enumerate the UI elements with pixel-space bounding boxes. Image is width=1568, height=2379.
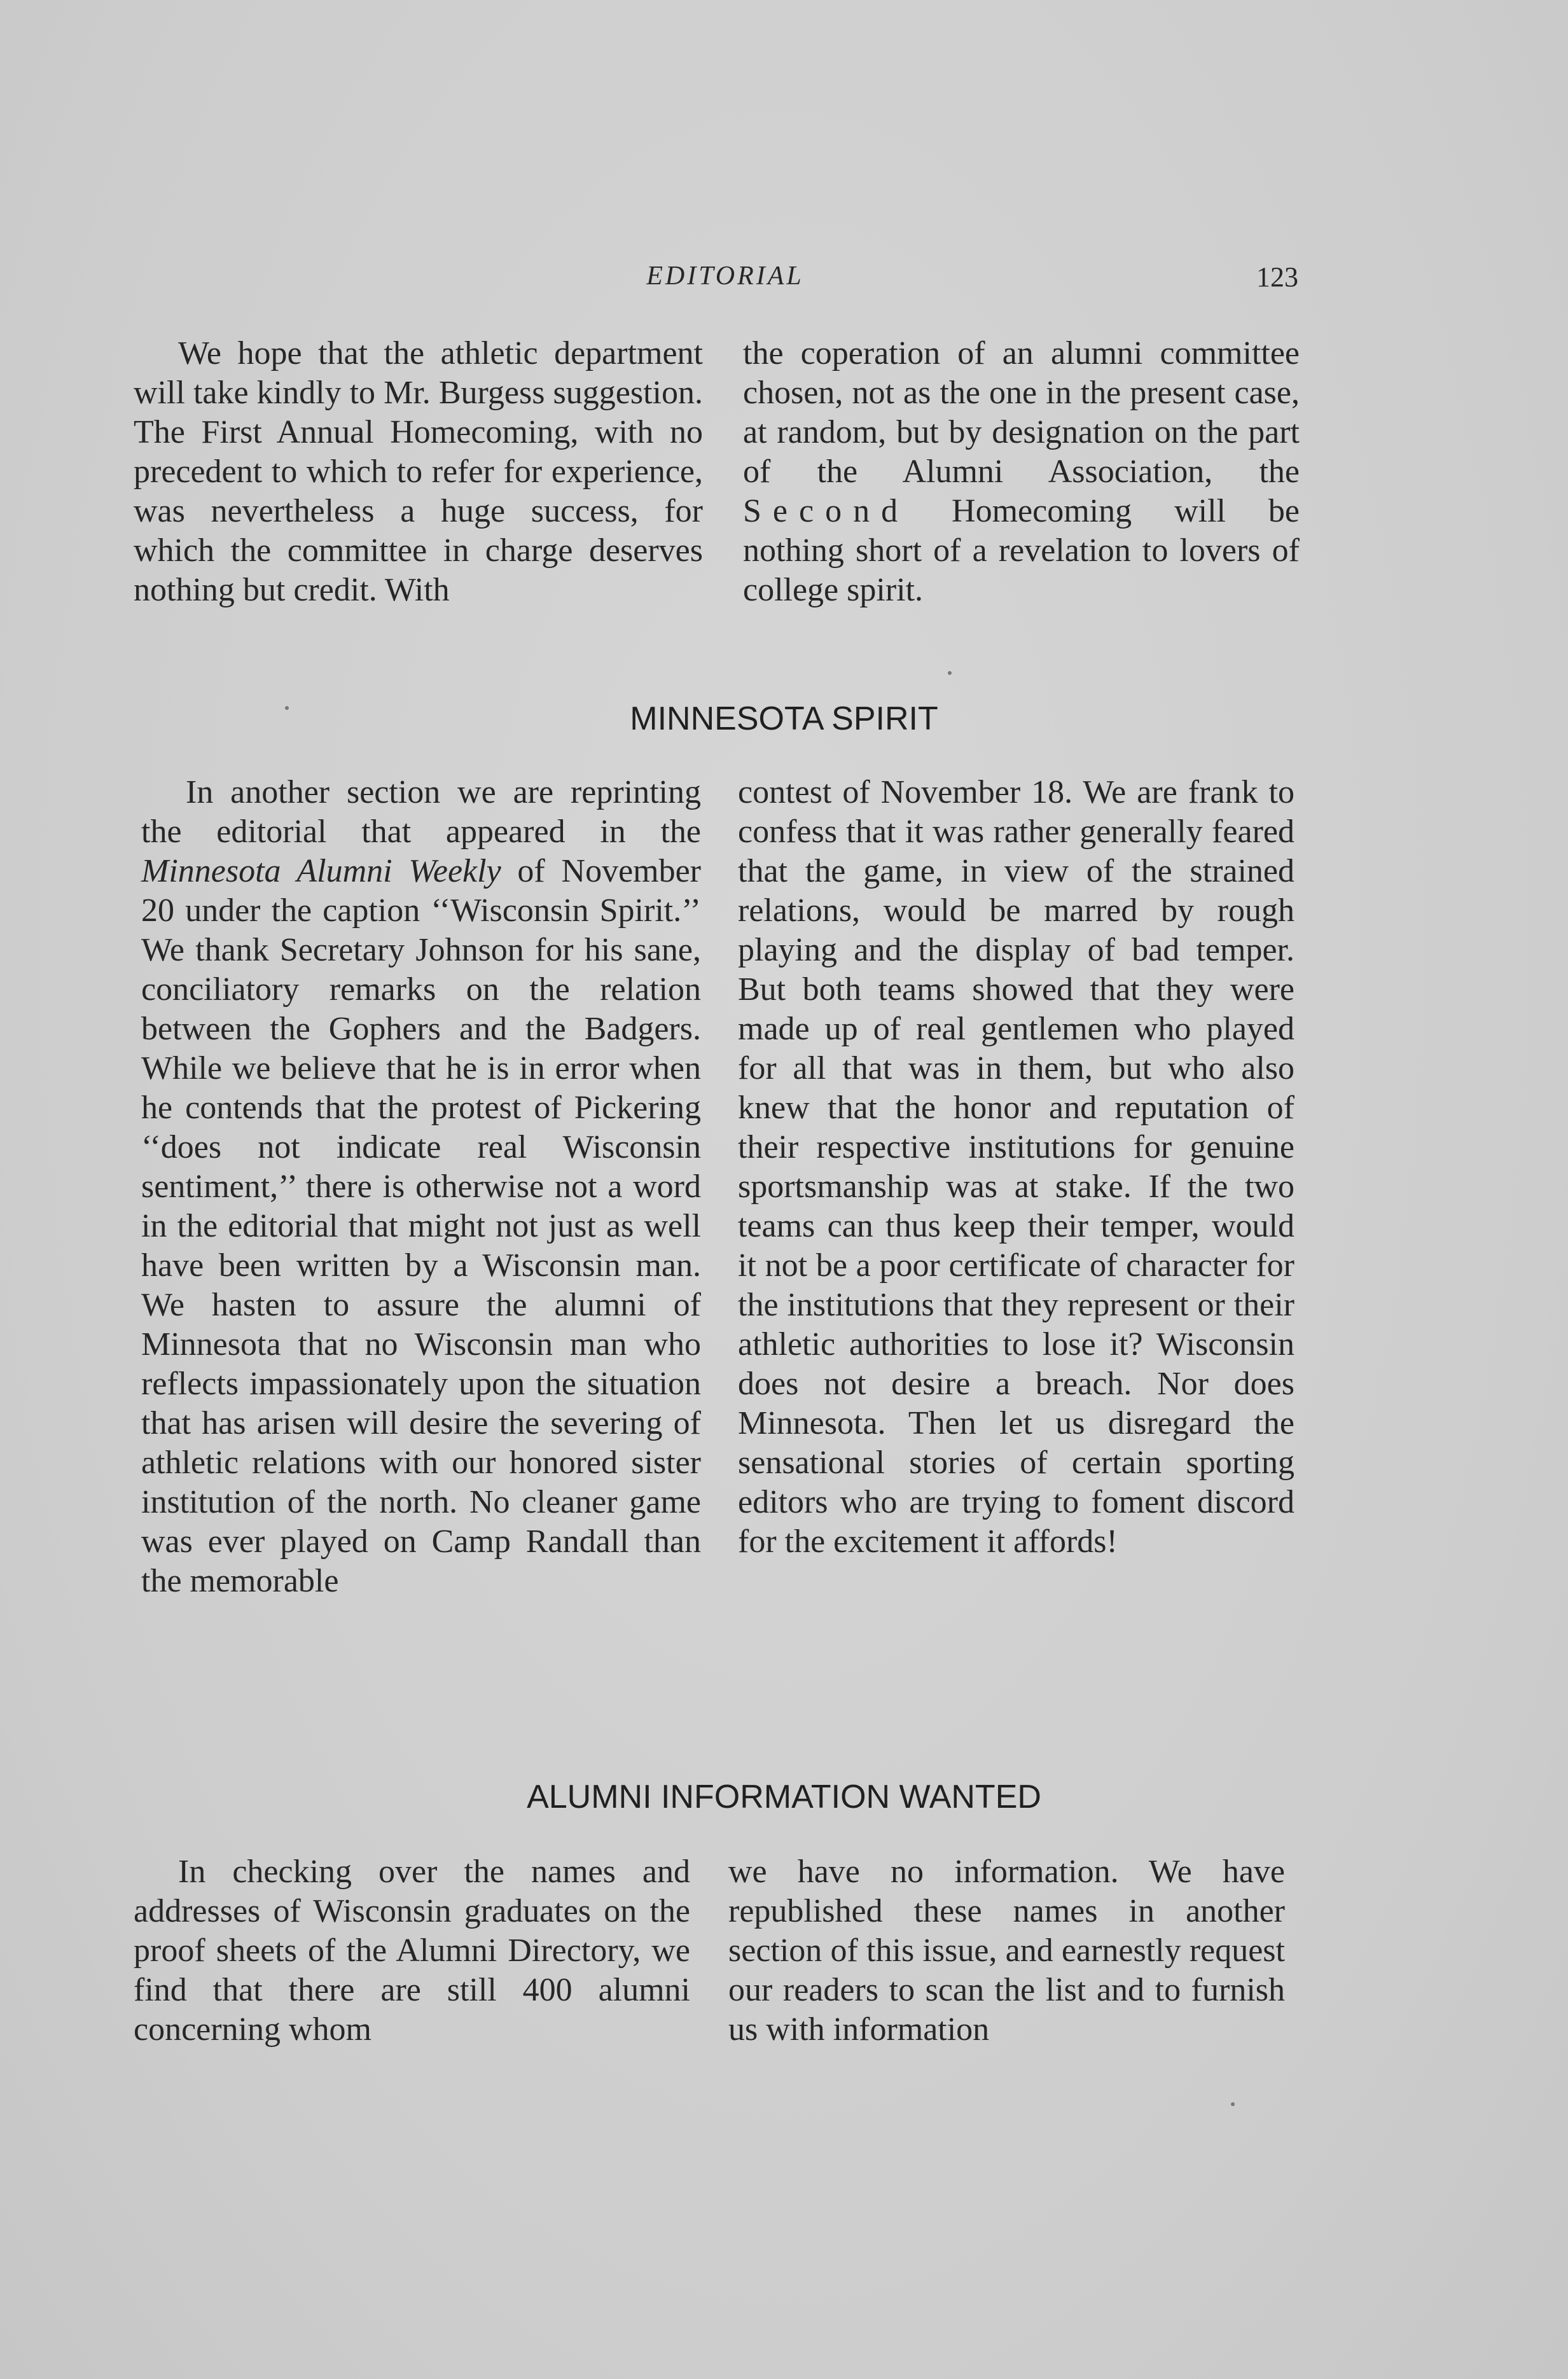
section2-left-text-b: of November 20 under the caption ‘‘Wisconsin Spirit.’’ We thank Secretary Johnson for his sane, conciliatory remarks on the relation between the Gophers and the Badgers. While we believe that he is in error when he contends that the protest of Pickering ‘‘does not indicate real Wisconsin sentiment,’’ there is otherwise not a word in the editorial that might not just as well have been written by a Wisconsin man. We hasten to assure the alumni of Minnesota that no Wisconsin man who reflects impassionately upon the situation that has arisen will desire the severing of athletic relations with our honored sister institution of the north. No cleaner game was ever played on Camp Randall than the memorable [141,853,701,1599]
running-title: EDITORIAL [646,261,804,291]
scan-speck [948,671,952,675]
section1-right-paragraph [743,334,1300,610]
section3-right-column [728,1852,1285,2050]
section2-left-column [141,773,701,1601]
running-head [0,261,1568,299]
section1-right-spaced-word: Second [743,493,910,529]
section1-left-column [134,334,703,610]
section1-left-paragraph: We hope that the athletic department will take kindly to Mr. Burgess suggestion. The First Annual Homecoming, with no precedent to which to refer for experience, was nevertheless a huge success, for which the committee in charge deserves nothing but credit. With [134,335,703,608]
scan-speck [1231,2102,1235,2106]
section2-right-paragraph: contest of November 18. We are frank to confess that it was rather generally feared that the game, in view of the strained relations, would be marred by rough playing and the display of bad temper. But both teams showed that they were made up of real gentlemen who played for all that was in them, but who also knew that the honor and reputation of their respective institutions for genuine sportsmanship was at stake. If the two teams can thus keep their temper, would it not be a poor certificate of character for the institutions that they represent or their athletic authorities to lose it? Wisconsin does not desire a breach. Nor does Minnesota. Then let us disregard the sensational stories of certain sporting editors who are trying to foment discord for the excitement it affords! [738,774,1294,1560]
section1-right-text-b: Homecoming will be nothing short of a revelation to lovers of college spirit. [743,493,1300,608]
scan-speck [285,706,289,710]
section2-right-column [738,773,1294,1562]
section2-left-paragraph [141,773,701,1601]
section3-left-column [134,1852,690,2050]
section2-left-italic-title: Minnesota Alumni Weekly [141,853,501,889]
section1-right-column [743,334,1300,610]
section1-right-text-a: the coperation of an alumni committee chosen, not as the one in the present case, at random, but by designation on the part of the Alumni Association, the [743,335,1300,490]
heading-alumni-information-wanted: ALUMNI INFORMATION WANTED [527,1779,1041,1815]
section3-right-paragraph: we have no information. We have republished these names in another section of this issue, and earnestly request our readers to scan the list and to furnish us with information [728,1854,1285,2048]
page-number: 123 [1256,261,1298,293]
section3-left-paragraph: In checking over the names and addresses of Wisconsin graduates on the proof sheets of the Alumni Directory, we find that there are still 400 alumni concerning whom [134,1854,690,2048]
section2-left-text-a: In another section we are reprinting the editorial that appeared in the [141,774,701,850]
heading-minnesota-spirit: MINNESOTA SPIRIT [630,700,938,737]
